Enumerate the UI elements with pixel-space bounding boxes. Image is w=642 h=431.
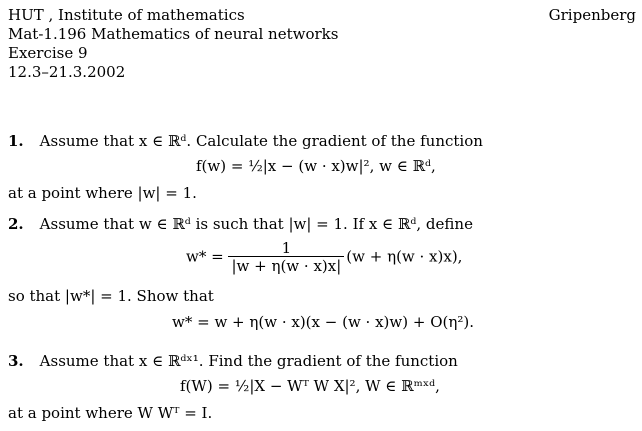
institution-line: HUT , Institute of mathematics — [8, 6, 245, 24]
course-line: Mat-1.196 Mathematics of neural networks — [8, 25, 339, 43]
exercise-line: Exercise 9 — [8, 44, 88, 62]
problem-2-definition-lhs: w* = — [186, 247, 224, 266]
author-name: Gripenberg — [548, 6, 636, 24]
problem-3-intro — [8, 352, 458, 371]
problem-2-fraction-denominator: |w + η(w · x)x| — [228, 256, 344, 275]
problem-3-equation: f(W) = ½|X − Wᵀ W X|², W ∈ ℝᵐˣᵈ, — [180, 377, 440, 395]
problem-1-intro — [8, 132, 483, 151]
problem-2-fraction — [228, 240, 344, 275]
problem-3-condition: at a point where W Wᵀ = I. — [8, 404, 213, 422]
problem-2-definition — [186, 240, 462, 275]
problem-2-equation: w* = w + η(w · x)(x − (w · x)w) + O(η²). — [172, 313, 474, 331]
problem-3-intro-text: Assume that x ∈ ℝᵈˣ¹. Find the gradient of the function — [39, 352, 458, 370]
problem-1-equation: f(w) = ½|x − (w · x)w|², w ∈ ℝᵈ, — [196, 157, 436, 175]
problem-1-intro-text: Assume that x ∈ ℝᵈ. Calculate the gradient of the function — [39, 132, 483, 150]
dates-line: 12.3–21.3.2002 — [8, 63, 126, 81]
problem-2-followup: so that |w*| = 1. Show that — [8, 287, 214, 305]
problem-1-number: 1. — [8, 132, 24, 150]
problem-2-fraction-numerator: 1 — [281, 239, 292, 257]
problem-2-intro — [8, 215, 473, 234]
problem-2-definition-rhs: (w + η(w · x)x), — [346, 247, 463, 266]
problem-2-number: 2. — [8, 215, 24, 233]
problem-1-condition: at a point where |w| = 1. — [8, 184, 197, 202]
problem-2-intro-text: Assume that w ∈ ℝᵈ is such that |w| = 1. If x ∈ ℝᵈ, define — [39, 215, 473, 233]
problem-3-number: 3. — [8, 352, 24, 370]
